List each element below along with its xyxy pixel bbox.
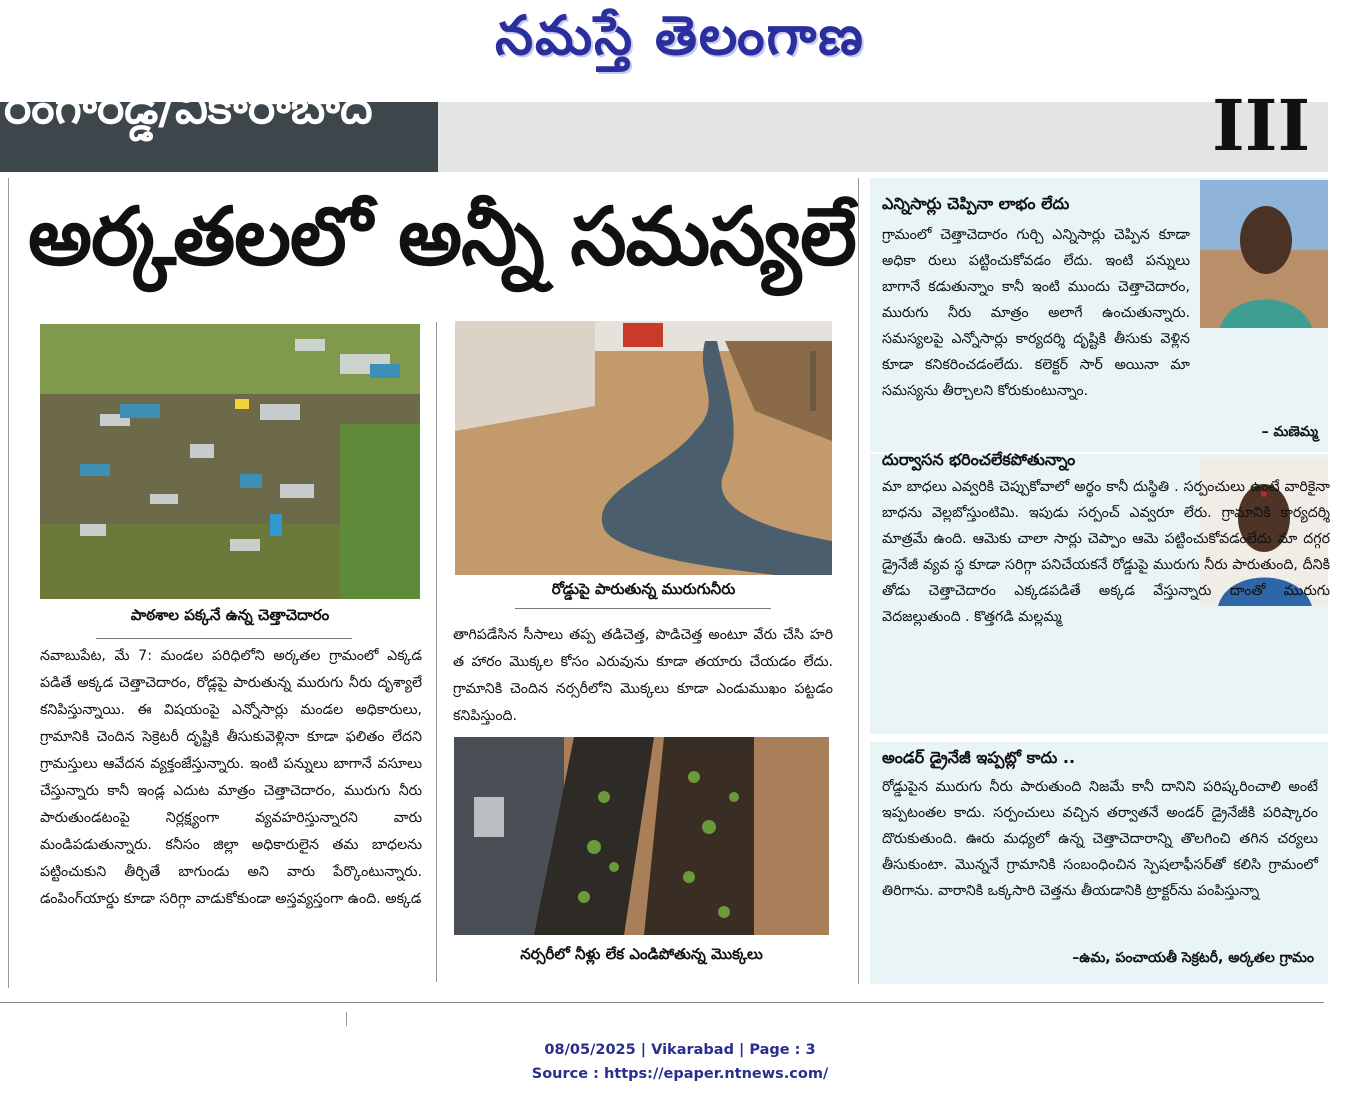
nursery-caption: నర్సరీలో నీళ్లు లేక ఎండిపోతున్న మొక్కలు bbox=[520, 945, 763, 963]
caption-rule bbox=[96, 638, 352, 639]
quote3-text: రోడ్డుపైన మురుగు నీరు పారుతుంది నిజమే కానీ దానిని పరిష్కరించాలి అంటే ఇప్పటంతల కాదు. సర్పంచులు వచ్చిన తర్వాతనే అండర్ డ్రైనేజీకి పరిష్కారం దొరుకుతుంది. ఊరు మధ్యలో ఉన్న చెత్తాచెదారాన్ని తొలగించి తగిన చర్యలు తీసుకుంటా. మొన్ననే గ్రామానికి సంబంధించిన స్పెషలాఫీసర్‌తో కలిసి గ్రామంలో తిరిగాను. వారానికి ఒక్కసారి చెత్తను తీయడానికి ట్రాక్టర్‌ను పంపిస్తున్నా bbox=[882, 779, 1318, 899]
quote1-title: ఎన్నిసార్లు చెప్పినా లాభం లేదు bbox=[882, 194, 1070, 213]
quote3-signature: –ఉమ, పంచాయతీ సెక్రటరీ, అర్కతల గ్రామం bbox=[1072, 950, 1314, 966]
newspaper-logo: నమస్తే తెలంగాణ bbox=[495, 4, 865, 67]
garbage-photo bbox=[40, 324, 420, 599]
section-banner bbox=[0, 80, 1328, 172]
masthead bbox=[0, 0, 1360, 84]
page-numeral: III bbox=[1212, 84, 1311, 167]
nursery-photo bbox=[454, 737, 829, 935]
road-caption: రోడ్డుపై పారుతున్న మురుగునీరు bbox=[551, 580, 736, 598]
quote1-text-a: గ్రామంలో చెత్తాచెదారం గుర్చి ఎన్నిసార్లు చెప్పిన కూడా అధికా రులు పట్టించుకోవడం లేదు. ఇంటి పన్నులు బాగానే కడుతున్నాం కానీ ఇంటి ముందు చెత్తాచెదారం, మురుగు నీరు మాత్రం అలాగే ఉంచుతున్నారు. సమస్యలపై ఎన్నోసార్లు కార్యదర్శి దృష్టికి తీసుకు వెళ్లిన కూడా కనికరించడంలేదు. కలెక్టర్ సార్ అయినా మా సమస్యను తీర్చాలని కోరుకుంటున్నాం. bbox=[882, 227, 1190, 399]
quotes-sidebar bbox=[870, 178, 1328, 984]
quote1-signature: – మణెమ్మ bbox=[1261, 424, 1318, 440]
bottom-rule bbox=[0, 1002, 1324, 1003]
article-column-2: తాగిపడేసిన సీసాలు తప్ప తడిచెత్త, పొడిచెత్త అంటూ వేరు చేసి హరి త హారం మొక్కల కోసం ఎరువును కూడా తయారు చేయడం లేదు. గ్రామానికి చెందిన నర్సరీలోని మొక్కలు కూడా ఎండుముఖం పట్టడం కనిపిస్తుంది. bbox=[453, 627, 833, 724]
bottom-fragment-rule bbox=[346, 1012, 347, 1026]
section-label-box bbox=[0, 80, 438, 172]
caption-rule bbox=[515, 608, 771, 609]
road-photo bbox=[455, 321, 832, 575]
column-rule bbox=[436, 322, 437, 982]
quote3-title: అండర్ డ్రైనేజీ ఇప్పట్లో కాదు .. bbox=[882, 748, 1076, 767]
sidebar-rule bbox=[858, 178, 859, 984]
footer-edition-info: 08/05/2025 | Vikarabad | Page : 3 bbox=[544, 1042, 816, 1058]
garbage-caption: పాఠశాల పక్కనే ఉన్న చెత్తాచెదారం bbox=[130, 606, 330, 624]
quote-divider bbox=[870, 734, 1328, 742]
maneemma-portrait bbox=[1200, 180, 1328, 328]
section-label: రంగారెడ్డి/వికారాబాద్ bbox=[4, 80, 373, 134]
article-column-1: నవాబుపేట, మే 7: మండల పరిధిలోని అర్కతల గ్రామంలో ఎక్కడ పడితే అక్కడ చెత్తాచెదారం, రోడ్లపై పారుతున్న మురుగు నీరు దృశ్యాలే కనిపిస్తున్నాయి. ఈ విషయంపై ఎన్నోసార్లు మండల అధికారులు, గ్రామానికి చెందిన సెక్రెటరీ దృష్టికి తీసుకువెళ్లినా కూడా ఫలితం లేదని గ్రామస్తులు ఆవేదన వ్యక్తంజేస్తున్నారు. ఇంటి పన్నులు బాగానే వసూలు చేస్తున్నారు కానీ ఇండ్ల ఎదుట మాత్రం చెత్తాచెదారం, మురుగు నీరు పారుతుండటంపై నిర్లక్ష్యంగా వ్యవహరిస్తున్నారని వారు మండిపడుతున్నారు. కనీసం జిల్లా అధికారులైన తమ బాధలను పట్టించుకుని తీర్చితే బాగుండు అని వారు పేర్కొంటున్నారు. డంపింగ్‌యార్డు కూడా సరిగ్గా వాడుకోకుండా అస్తవ్యస్తంగా ఉంది. అక్కడ bbox=[40, 648, 422, 907]
quote2-text: మా బాధలు ఎవ్వరికి చెప్పుకోవాలో అర్థం కానీ దుస్థితి . సర్పంచులు ఉంటే వారికైనా బాధను వెల్లబోస్తుంటిమి. ఇపుడు సర్పంచ్ ఎవ్వరూ లేరు. గ్రామానికి కార్యదర్శి మాత్రమే ఉంది. ఆమెకు చాలా సార్లు చెప్పాం ఆమె పట్టించుకోవడంలేదు మా దగ్గర డ్రైనేజీ వ్యవ స్థ కూడా సరిగ్గా పనిచేయకనే రోడ్డుపై మురుగు నీరు పారుతుంది, దీనికి తోడు చెత్తాచెదారం ఎక్కడపడితే అక్కడ వేస్తున్నారు దాంతో మురుగు వెదజల్లుతుంది . కొత్తగడి మల్లమ్మ bbox=[882, 479, 1330, 625]
footer-source-link[interactable]: Source : https://epaper.ntnews.com/ bbox=[531, 1066, 829, 1082]
article-headline: అర్కతలలో అన్నీ సమస్యలే bbox=[28, 190, 856, 283]
quote2-title: దుర్వాసన భరించలేకపోతున్నాం bbox=[882, 450, 1076, 469]
left-rule bbox=[8, 178, 9, 988]
